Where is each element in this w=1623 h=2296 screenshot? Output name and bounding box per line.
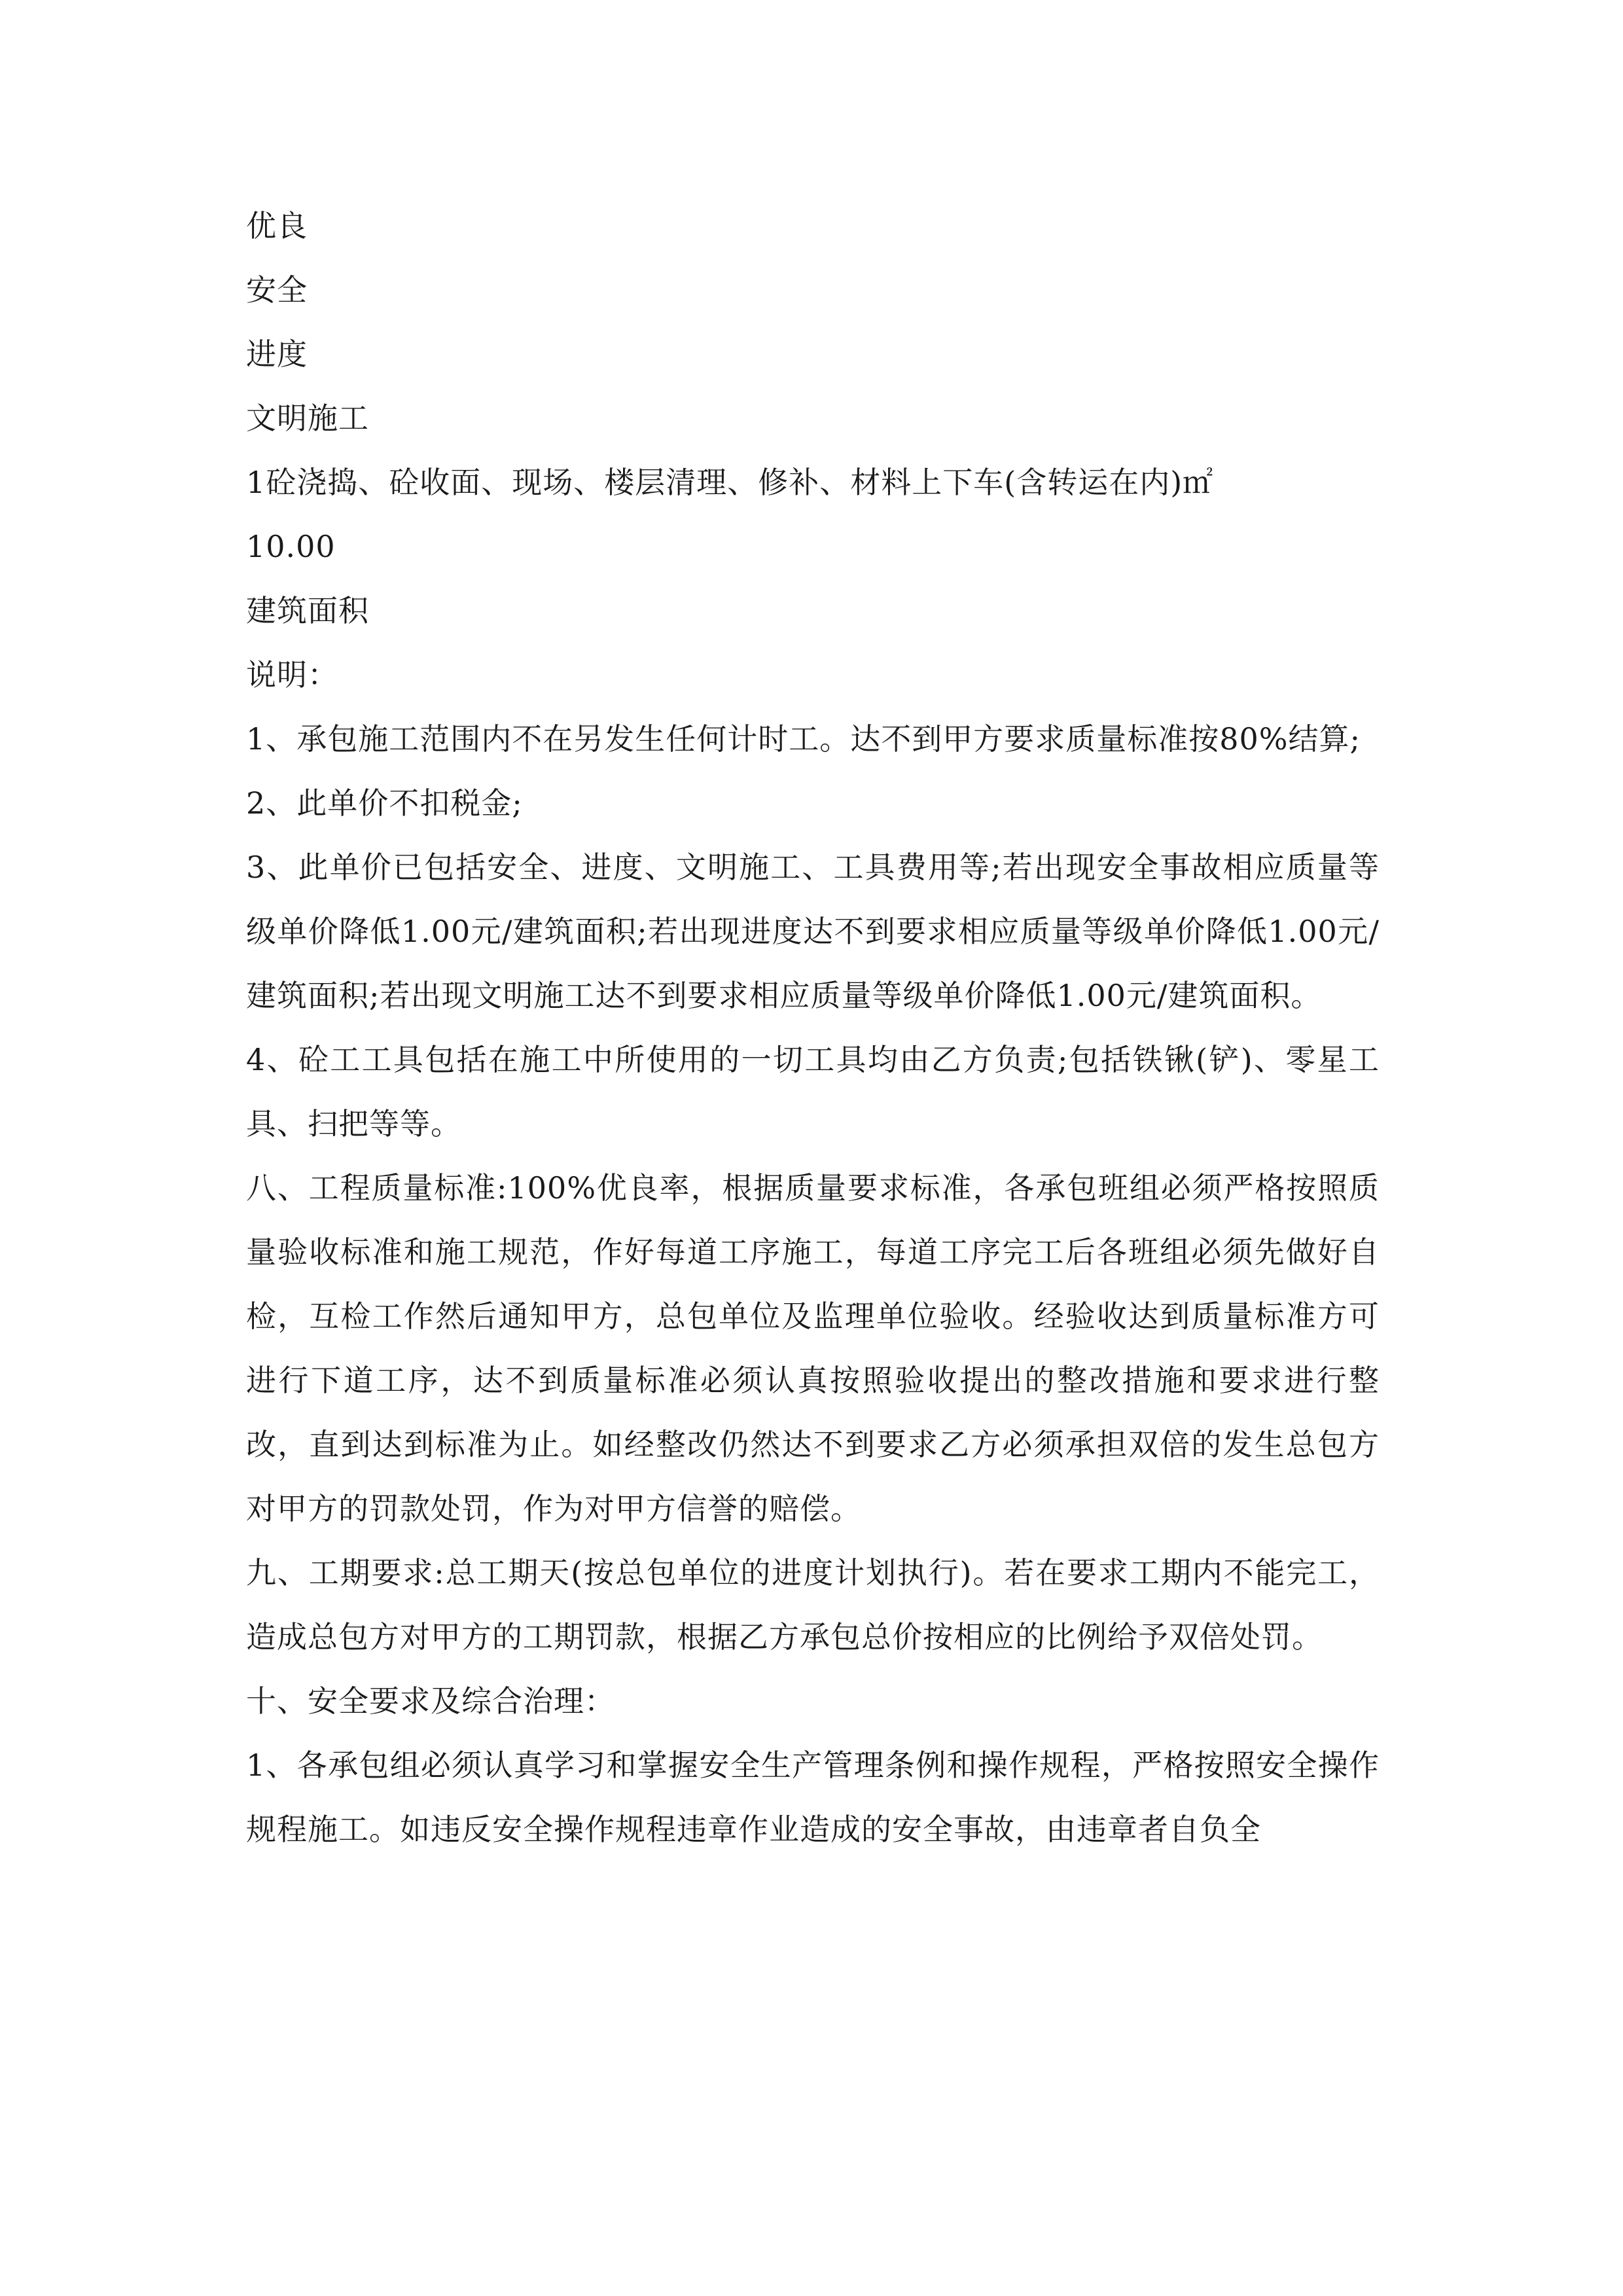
section-10-heading: 十、安全要求及综合治理： <box>246 1683 615 1719</box>
section-9-schedule: 九、工期要求:总工期天(按总包单位的进度计划执行)。若在要求工期内不能完工，造成总包方对甲方的工期罚款，根据乙方承包总价按相应的比例给予双倍处罚。 <box>246 1555 1380 1655</box>
notes-heading: 说明： <box>246 657 338 692</box>
unit-price-value: 10.00 <box>246 529 336 564</box>
work-item-concrete: 1砼浇捣、砼收面、现场、楼层清理、修补、材料上下车(含转运在内)㎡ <box>246 465 1214 500</box>
rating-item-safety: 安全 <box>246 272 308 308</box>
note-item-3: 3、此单价已包括安全、进度、文明施工、工具费用等;若出现安全事故相应质量等级单价降低1.00元/建筑面积;若出现进度达不到要求相应质量等级单价降低1.00元/建筑面积;若出现文明施工达不到要求相应质量等级单价降低1.00元/建筑面积。 <box>246 850 1380 1013</box>
rating-item-progress: 进度 <box>246 336 308 372</box>
section-10-item-1: 1、各承包组必须认真学习和掌握安全生产管理条例和操作规程，严格按照安全操作规程施工。如违反安全操作规程违章作业造成的安全事故，由违章者自负全 <box>246 1748 1380 1847</box>
document-body <box>246 194 1380 1861</box>
rating-item-civilized-construction: 文明施工 <box>246 401 369 436</box>
note-item-1: 1、承包施工范围内不在另发生任何计时工。达不到甲方要求质量标准按80%结算; <box>246 721 1361 757</box>
section-8-quality-standard: 八、工程质量标准:100%优良率，根据质量要求标准，各承包班组必须严格按照质量验收标准和施工规范，作好每道工序施工，每道工序完工后各班组必须先做好自检，互检工作然后通知甲方，总包单位及监理单位验收。经验收达到质量标准方可进行下道工序，达不到质量标准必须认真按照验收提出的整改措施和要求进行整改，直到达到标准为止。如经整改仍然达不到要求乙方必须承担双倍的发生总包方对甲方的罚款处罚，作为对甲方信誉的赔偿。 <box>246 1170 1380 1526</box>
note-item-4: 4、砼工工具包括在施工中所使用的一切工具均由乙方负责;包括铁锹(铲)、零星工具、扫把等等。 <box>246 1042 1380 1141</box>
measurement-basis: 建筑面积 <box>246 593 369 628</box>
rating-grade-excellent: 优良 <box>246 208 308 243</box>
note-item-2: 2、此单价不扣税金; <box>246 785 523 821</box>
